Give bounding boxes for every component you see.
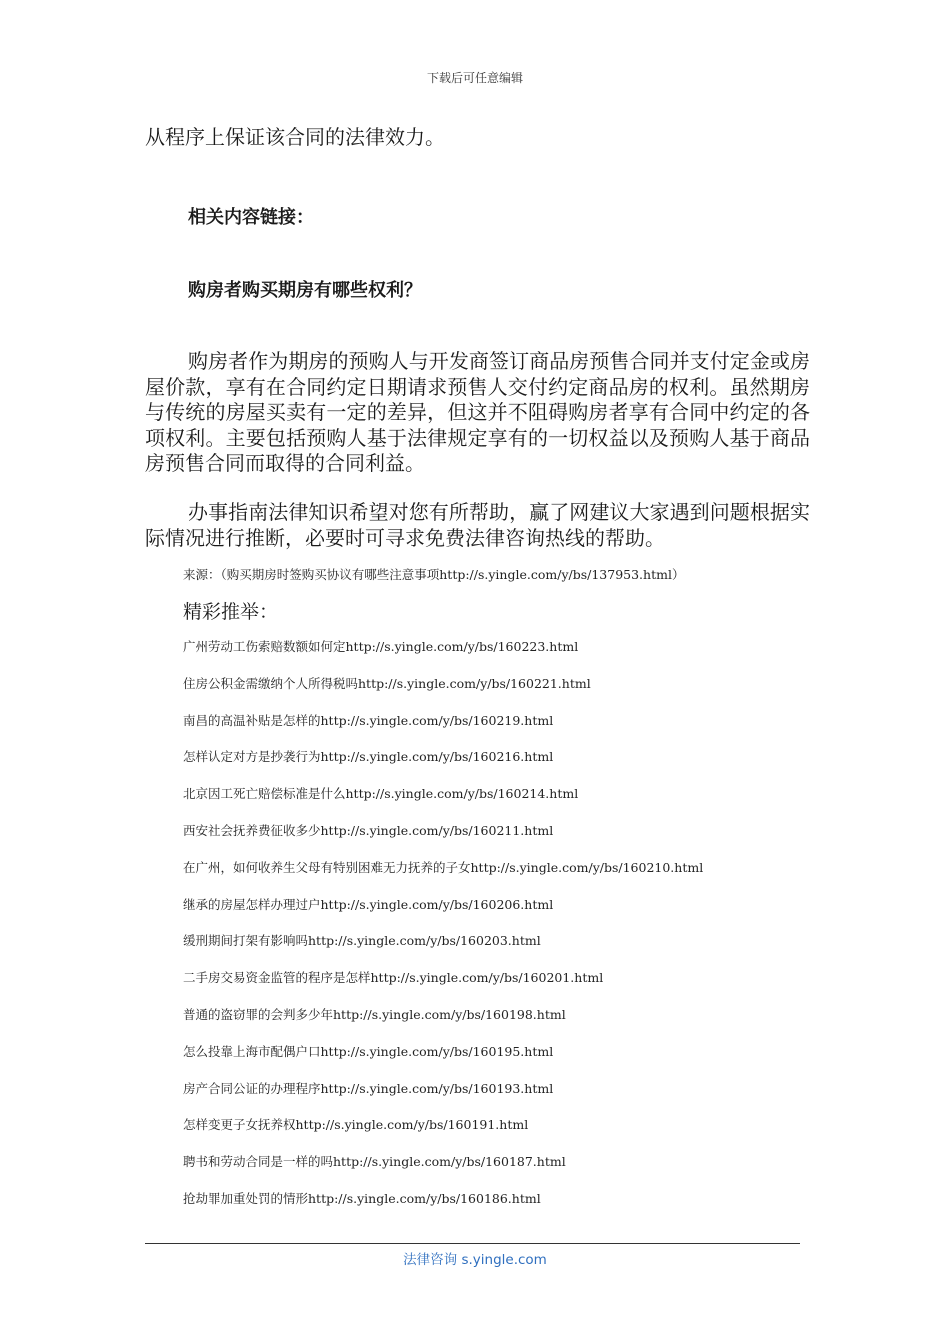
recommend-link-list [183, 638, 703, 1227]
recommend-link[interactable]: 缓刑期间打架有影响吗http://s.yingle.com/y/bs/160203.html [183, 933, 541, 949]
recommend-link[interactable]: 北京因工死亡赔偿标准是什么http://s.yingle.com/y/bs/160214.html [183, 786, 579, 802]
page-header: 下载后可任意编辑 [426, 71, 523, 85]
recommend-link[interactable]: 抢劫罪加重处罚的情形http://s.yingle.com/y/bs/160186.html [183, 1190, 541, 1206]
recommend-link[interactable]: 怎样变更子女抚养权http://s.yingle.com/y/bs/160191.html [183, 1117, 529, 1133]
recommend-link[interactable]: 怎样认定对方是抄袭行为http://s.yingle.com/y/bs/160216.html [183, 749, 554, 765]
recommend-link[interactable]: 普通的盗窃罪的会判多少年http://s.yingle.com/y/bs/160198.html [183, 1006, 566, 1022]
continued-sentence: 从程序上保证该合同的法律效力。 [145, 125, 445, 149]
recommend-link[interactable]: 聘书和劳动合同是一样的吗http://s.yingle.com/y/bs/160187.html [183, 1154, 566, 1170]
footer-divider [145, 1243, 800, 1244]
related-links-heading: 相关内容链接： [188, 207, 314, 228]
recommend-link[interactable]: 二手房交易资金监管的程序是怎样http://s.yingle.com/y/bs/160201.html [183, 970, 604, 986]
recommend-link[interactable]: 住房公积金需缴纳个人所得税吗http://s.yingle.com/y/bs/160221.html [183, 675, 591, 691]
footer-link[interactable]: 法律咨询 s.yingle.com [403, 1252, 547, 1268]
recommend-title: 精彩推举： [183, 601, 279, 623]
rights-paragraph: 购房者作为期房的预购人与开发商签订商品房预售合同并支付定金或房屋价款，享有在合同约定日期请求预售人交付约定商品房的权利。虽然期房与传统的房屋买卖有一定的差异，但这并不阻碍购房者享有合同中约定的各项权利。主要包括预购人基于法律规定享有的一切权益以及预购人基于商品房预售合同而取得的合同利益。 [145, 349, 810, 475]
recommend-link[interactable]: 在广州，如何收养生父母有特别困难无力抚养的子女http://s.yingle.com/y/bs/160210.html [183, 859, 704, 875]
recommend-link[interactable]: 怎么投靠上海市配偶户口http://s.yingle.com/y/bs/160195.html [183, 1043, 554, 1059]
source-citation: 来源：（购买期房时签购买协议有哪些注意事项http://s.yingle.com/y/bs/137953.html） [183, 567, 685, 582]
advice-paragraph: 办事指南法律知识希望对您有所帮助，赢了网建议大家遇到问题根据实际情况进行推断，必要时可寻求免费法律咨询热线的帮助。 [145, 500, 810, 550]
recommend-link[interactable]: 西安社会抚养费征收多少http://s.yingle.com/y/bs/160211.html [183, 822, 554, 838]
recommend-link[interactable]: 继承的房屋怎样办理过户http://s.yingle.com/y/bs/160206.html [183, 896, 554, 912]
recommend-link[interactable]: 南昌的高温补贴是怎样的http://s.yingle.com/y/bs/160219.html [183, 712, 554, 728]
recommend-link[interactable]: 房产合同公证的办理程序http://s.yingle.com/y/bs/160193.html [183, 1080, 554, 1096]
recommend-link[interactable]: 广州劳动工伤索赔数额如何定http://s.yingle.com/y/bs/160223.html [183, 639, 579, 654]
question-heading: 购房者购买期房有哪些权利？ [188, 280, 422, 301]
